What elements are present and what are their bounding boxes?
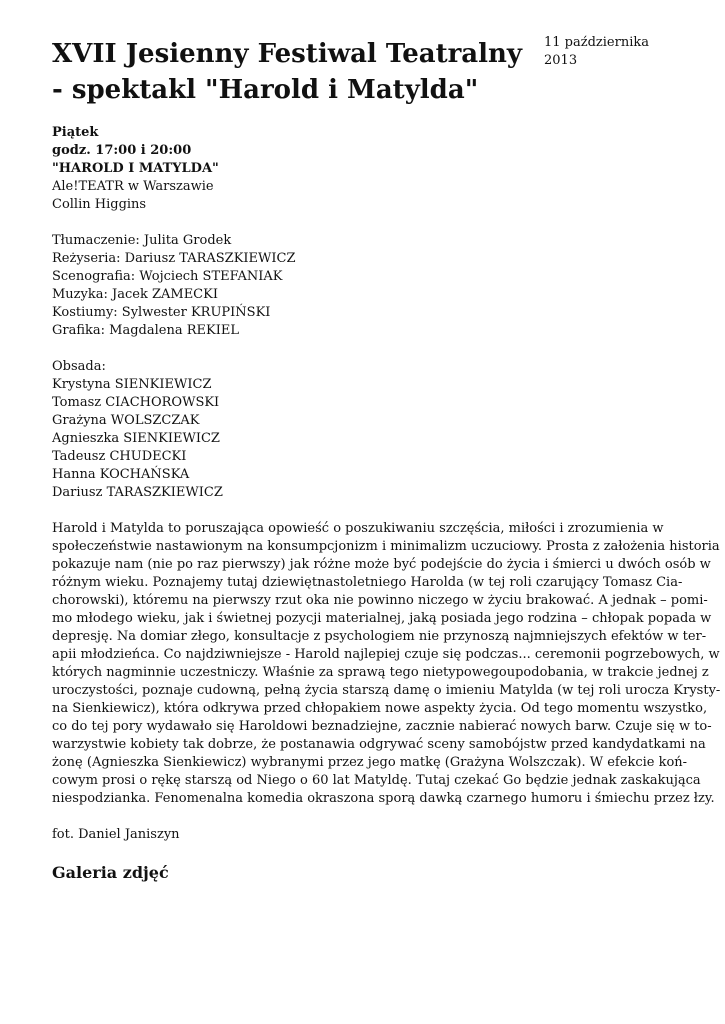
credits-list [52, 232, 666, 340]
event-info [52, 124, 666, 214]
event-theatre: Ale!TEATR w Warszawie [52, 179, 214, 194]
description-line: społeczeństwie nastawionym na konsumpcjonizm i minimalizm uczuciowy. Prosta z założenia historia [52, 539, 720, 554]
credit-item: Scenografia: Wojciech STEFANIAK [52, 269, 283, 284]
description-line: apii młodzieńca. Co najdziwniejsze - Harold najlepiej czuje się podczas... ceremonii pogrzebowych, w [52, 647, 720, 662]
credit-item: Kostiumy: Sylwester KRUPIŃSKI [52, 305, 271, 320]
article-header [52, 34, 670, 124]
cast-member: Tomasz CIACHOROWSKI [52, 395, 220, 410]
description-line: warzystwie kobiety tak dobrze, że postanawia odgrywać sceny samobójstw przed kandydatkami na [52, 737, 706, 752]
description-line: mo młodego wieku, jak i świetnej pozycji materialnej, jaką posiada jego rodzina – chłopak popada w [52, 611, 712, 626]
spacer [52, 340, 666, 358]
cast-list [52, 358, 666, 502]
description-line: żonę (Agnieszka Sienkiewicz) wybranymi przez jego matkę (Grażyna Wolszczak). W efekcie koń- [52, 755, 688, 770]
description-line: pokazuje nam (nie po raz pierwszy) jak różne może być podejście do życia i śmierci u dwóch osób w [52, 557, 711, 572]
event-day: Piątek [52, 125, 99, 140]
description-line: których nagminnie uczestniczy. Właśnie za sprawą tego nietypowegoupodobania, w trakcie jednej z [52, 665, 709, 680]
cast-member: Dariusz TARASZKIEWICZ [52, 485, 223, 500]
event-play-title: "HAROLD I MATYLDA" [52, 161, 219, 176]
description-line: co do tej pory wydawało się Haroldowi beznadziejne, zacznie nabierać nowych barw. Czuje się w to- [52, 719, 712, 734]
description-line: depresję. Na domiar złego, konsultacje z psychologiem nie przynoszą najmniejszych efektów w ter- [52, 629, 707, 644]
spacer [52, 502, 666, 520]
photo-credit: fot. Daniel Janiszyn [52, 827, 180, 842]
cast-member: Tadeusz CHUDECKI [52, 449, 187, 464]
cast-member: Hanna KOCHAŃSKA [52, 467, 190, 482]
gallery-heading: Galeria zdjęć [52, 863, 169, 882]
credit-item: Tłumaczenie: Julita Grodek [52, 233, 232, 248]
event-time: godz. 17:00 i 20:00 [52, 143, 192, 158]
description-line: różnym wieku. Poznajemy tutaj dziewiętnastoletniego Harolda (w tej roli czarujący Tomasz Cia- [52, 575, 683, 590]
description-line: uroczystości, poznaje cudowną, pełną życia starszą damę o imieniu Matylda (w tej roli urocza Krysty- [52, 683, 721, 698]
event-author: Collin Higgins [52, 197, 147, 212]
date-year: 2013 [544, 53, 578, 68]
credit-item: Muzyka: Jacek ZAMECKI [52, 287, 218, 302]
credit-item: Reżyseria: Dariusz TARASZKIEWICZ [52, 251, 296, 266]
article [52, 34, 721, 882]
description-line: cowym prosi o rękę starszą od Niego o 60 lat Matyldę. Tutaj czekać Go będzie jednak zaskakująca [52, 773, 701, 788]
cast-member: Grażyna WOLSZCZAK [52, 413, 200, 428]
description-line: chorowski), któremu na pierwszy rzut oka nie powinno niczego w życiu brakować. A jednak – pomi- [52, 593, 708, 608]
cast-label: Obsada: [52, 359, 106, 374]
spacer [52, 808, 666, 826]
description-line: Harold i Matylda to poruszająca opowieść o poszukiwaniu szczęścia, miłości i zrozumienia w [52, 521, 664, 536]
publication-date [544, 34, 674, 70]
cast-member: Krystyna SIENKIEWICZ [52, 377, 212, 392]
description-paragraph [52, 520, 721, 808]
description-line: niespodzianka. Fenomenalna komedia okraszona sporą dawką czarnego humoru i śmiechu przez łzy. [52, 791, 715, 806]
date-day-month: 11 października [544, 35, 649, 50]
description-line: na Sienkiewicz), która odkrywa przed chłopakiem nowe aspekty życia. Od tego momentu wszystko, [52, 701, 708, 716]
page-title: XVII Jesienny Festiwal Teatralny - spektakl "Harold i Matylda" [52, 39, 523, 105]
cast-member: Agnieszka SIENKIEWICZ [52, 431, 220, 446]
credit-item: Grafika: Magdalena REKIEL [52, 323, 239, 338]
spacer [52, 214, 666, 232]
article-body [52, 124, 721, 884]
